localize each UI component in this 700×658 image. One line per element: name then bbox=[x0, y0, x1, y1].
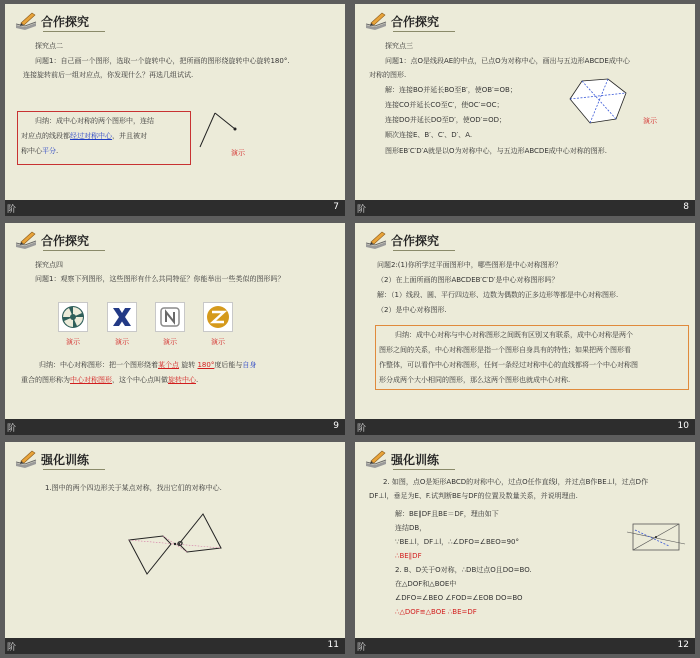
question-line-2: 连接旋转前后一组对应点，你发现什么？再选几组试试. bbox=[23, 71, 194, 79]
solution-line-3: 连接DO并延长DO至D′，使OD′=OD； bbox=[385, 116, 507, 124]
question-line-2: （2）在上面所画的图形ABCDEB′C′D′是中心对称图形吗？ bbox=[377, 276, 559, 284]
summary-line-3: 作整体，可以看作中心对称图形，任何一条经过对称中心的直线都将一个中心对称图 bbox=[379, 361, 638, 369]
answer-line-1: 解：（1）线段、圆、平行四边形、边数为偶数的正多边形等都是中心对称图形. bbox=[377, 291, 619, 299]
summary-keyword: 自身 bbox=[242, 361, 257, 369]
slide-title: 强化训练 bbox=[41, 452, 90, 467]
solution-line-6: 在△DOF和△BOE中 bbox=[395, 580, 457, 588]
slide-footer bbox=[355, 200, 695, 216]
summary-line-4: 形分成两个大小相同的图形，那么这两个图形也就成中心对称. bbox=[379, 376, 571, 384]
book-pen-icon bbox=[13, 230, 39, 250]
summary-text: 称中心 bbox=[21, 147, 42, 155]
footer-mark: 阶 bbox=[357, 643, 367, 653]
slide-number: 12 bbox=[677, 640, 689, 650]
footer-mark: 阶 bbox=[7, 205, 17, 215]
slide-title: 合作探究 bbox=[41, 233, 90, 248]
solution-line-5: 2. B、D关于O对称，∴DB过点O且DO=BO. bbox=[395, 566, 532, 574]
summary-keyword: 经过对称中心 bbox=[70, 132, 112, 140]
demo-link[interactable]: 演示 bbox=[211, 338, 225, 346]
slide-10[interactable] bbox=[355, 223, 695, 435]
rectangle-figure bbox=[625, 516, 687, 562]
summary-line-1: 归纳：成中心对称的两个图形中，连结 bbox=[35, 117, 154, 125]
solution-line-7: ∠DFO=∠BEO ∠FOD=∠EOB DO=BO bbox=[395, 594, 523, 602]
solution-line-1: 解：BE∥DF且BE＝DF，理由如下 bbox=[395, 510, 499, 518]
slide-title: 合作探究 bbox=[391, 14, 440, 29]
slide-number: 10 bbox=[677, 421, 689, 431]
demo-link[interactable]: 演示 bbox=[66, 338, 80, 346]
title-underline bbox=[43, 469, 105, 470]
question-line-1: 问题1：自己画一个图形，选取一个旋转中心，把所画的图形绕旋转中心旋转180°. bbox=[35, 57, 290, 65]
slide-number: 11 bbox=[327, 640, 339, 650]
solution-line-1: 解：连接BO并延长BO至B′，使OB′=OB； bbox=[385, 86, 517, 94]
pentagon-figure bbox=[560, 71, 634, 131]
summary-line-2 bbox=[21, 130, 147, 143]
slide-header bbox=[363, 10, 439, 32]
demo-link[interactable]: 演示 bbox=[115, 338, 129, 346]
slide-footer bbox=[5, 419, 345, 435]
center-point-label: O bbox=[177, 540, 183, 548]
summary-blank: 中心对称图形 bbox=[70, 376, 112, 384]
slide-footer bbox=[355, 419, 695, 435]
slide-footer bbox=[5, 200, 345, 216]
question-line-2: DF⊥l，垂足为E、F.试判断BE与DF的位置及数量关系，并说明理由. bbox=[369, 492, 578, 500]
solution-line-2: 连结DB， bbox=[395, 524, 427, 532]
slide-header bbox=[363, 448, 439, 470]
slide-title: 合作探究 bbox=[391, 233, 440, 248]
subheading: 探究点四 bbox=[35, 261, 63, 269]
summary-text: . bbox=[196, 376, 199, 384]
footer-mark: 阶 bbox=[7, 424, 17, 434]
summary-text: ，并且被对 bbox=[112, 132, 147, 140]
title-underline bbox=[393, 31, 455, 32]
quadrilaterals-figure bbox=[123, 510, 229, 580]
summary-text: 旋转 bbox=[181, 361, 196, 369]
solution-line-5: 图形EB′C′D′A就是以O为对称中心，与五边形ABCDE成中心对称的图形. bbox=[385, 147, 607, 155]
summary-text: 度后能与 bbox=[214, 361, 243, 369]
slide-header bbox=[13, 448, 89, 470]
title-underline bbox=[43, 250, 105, 251]
rotation-figure bbox=[195, 109, 245, 151]
question: 1.图中的两个四边形关于某点对称，找出它们的对称中心. bbox=[45, 484, 222, 492]
slide-title: 合作探究 bbox=[41, 14, 90, 29]
title-underline bbox=[393, 469, 455, 470]
summary-line-1: 归纳：成中心对称与中心对称图形之间既有区别又有联系，成中心对称是两个 bbox=[395, 331, 633, 339]
summary-blank: 某个点 bbox=[158, 361, 179, 369]
summary-text: 对应点的线段都 bbox=[21, 132, 70, 140]
pinwheel-logo-icon[interactable] bbox=[58, 302, 88, 332]
question-line-1: 问题1：点O是线段AE的中点，已点O为对称中心，画出与五边形ABCDE成中心 bbox=[385, 57, 630, 65]
summary-blank: 180° bbox=[197, 361, 215, 369]
slide-number: 7 bbox=[333, 202, 339, 212]
subheading: 探究点二 bbox=[35, 42, 63, 50]
summary-line-3 bbox=[21, 145, 58, 158]
solution-line-4: 顺次连接E、B′、C′、D′、A. bbox=[385, 131, 473, 139]
demo-link[interactable]: 演示 bbox=[231, 149, 245, 157]
question-line-1: 2. 如图，点O是矩形ABCD的对称中心，过点O任作直线l，并过点B作BE⊥l，过点D作 bbox=[383, 478, 649, 486]
demo-link[interactable]: 演示 bbox=[163, 338, 177, 346]
slide-11[interactable] bbox=[5, 442, 345, 654]
slide-header bbox=[363, 229, 439, 251]
solution-line-2: 连接CO并延长CO至C′，使OC′=OC； bbox=[385, 101, 504, 109]
summary-blank: 旋转中心 bbox=[168, 376, 196, 384]
title-underline bbox=[43, 31, 105, 32]
solution-line-8: ∴△DOF≌△BOE ∴BE=DF bbox=[395, 608, 477, 616]
summary-text: 重合的图形称为 bbox=[21, 376, 70, 384]
slide-number: 8 bbox=[683, 202, 689, 212]
slide-header bbox=[13, 229, 89, 251]
footer-mark: 阶 bbox=[7, 643, 17, 653]
question-line-2: 对称的图形. bbox=[369, 71, 407, 79]
slide-9[interactable] bbox=[5, 223, 345, 435]
slide-footer bbox=[5, 638, 345, 654]
summary-text: ，这个中心点叫做 bbox=[112, 376, 168, 384]
book-pen-icon bbox=[363, 449, 389, 469]
book-pen-icon bbox=[13, 11, 39, 31]
book-pen-icon bbox=[363, 230, 389, 250]
demo-link[interactable]: 演示 bbox=[643, 117, 657, 125]
summary-text: 归纳：中心对称图形：把一个图形绕着 bbox=[39, 361, 158, 369]
slide-8[interactable] bbox=[355, 4, 695, 216]
slide-footer bbox=[355, 638, 695, 654]
n-logo-icon[interactable] bbox=[155, 302, 185, 332]
book-pen-icon bbox=[363, 11, 389, 31]
footer-mark: 阶 bbox=[357, 205, 367, 215]
summary-line-2: 图形之间的关系，中心对称图形是指一个图形自身具有的特性；如果把两个图形看 bbox=[379, 346, 631, 354]
summary-text: . bbox=[56, 147, 59, 155]
summary-keyword: 平分 bbox=[42, 147, 56, 155]
slide-7[interactable] bbox=[5, 4, 345, 216]
slide-number: 9 bbox=[333, 421, 339, 431]
slide-title: 强化训练 bbox=[391, 452, 440, 467]
solution-line-4: ∴BE∥DF bbox=[395, 552, 422, 560]
x-logo-icon[interactable] bbox=[107, 302, 137, 332]
title-underline bbox=[393, 250, 455, 251]
slide-header bbox=[13, 10, 89, 32]
summary-line-2 bbox=[21, 374, 198, 387]
question-line-1: 问题1：观察下列图形，这些图形有什么共同特征？你能举出一些类似的图形吗？ bbox=[35, 275, 285, 283]
slide-12[interactable] bbox=[355, 442, 695, 654]
book-pen-icon bbox=[13, 449, 39, 469]
answer-line-2: （2）是中心对称图形. bbox=[377, 306, 447, 314]
summary-line-1 bbox=[39, 359, 256, 372]
z-logo-icon[interactable] bbox=[203, 302, 233, 332]
solution-line-3: ∵BE⊥l，DF⊥l，∴∠DFO=∠BEO=90° bbox=[395, 538, 519, 546]
footer-mark: 阶 bbox=[357, 424, 367, 434]
question-line-1: 问题2:(1)你所学过平面图形中，哪些图形是中心对称图形？ bbox=[377, 261, 562, 269]
subheading: 探究点三 bbox=[385, 42, 413, 50]
